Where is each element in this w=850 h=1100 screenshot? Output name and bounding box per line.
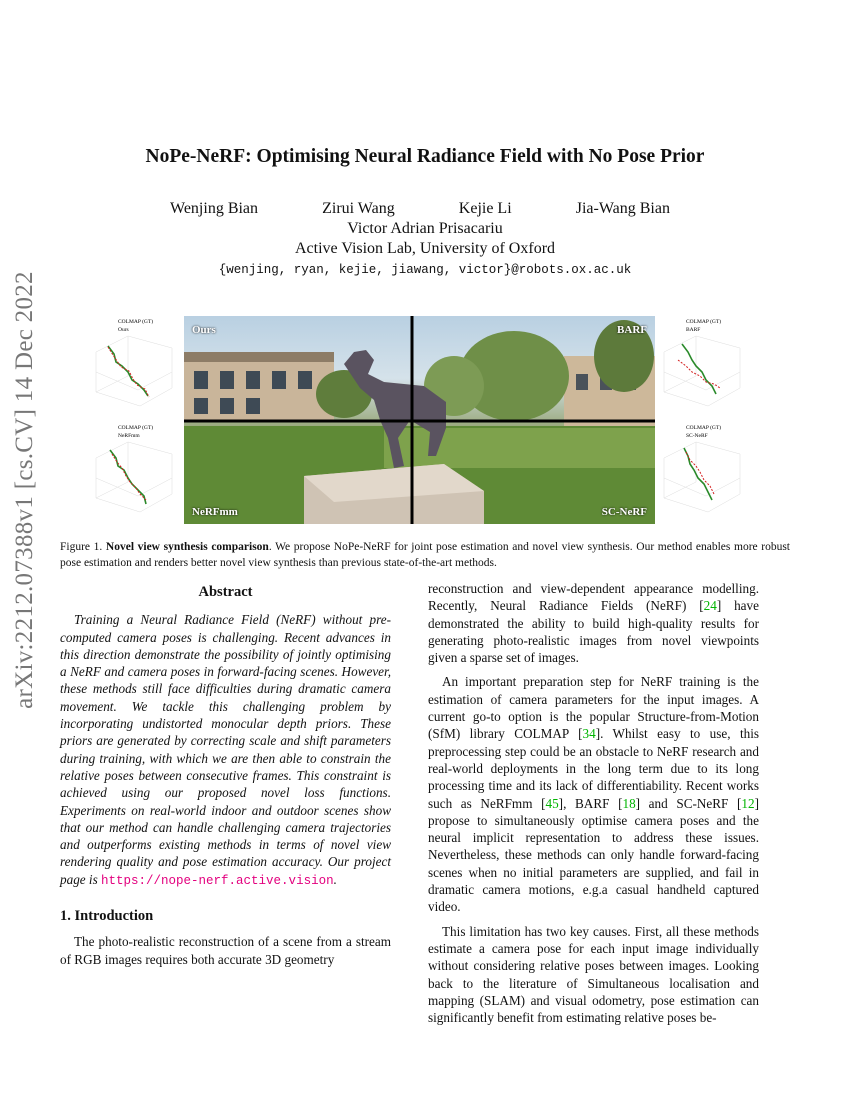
left-column bbox=[60, 580, 391, 975]
plot-legend-method: NeRFmm bbox=[118, 433, 140, 439]
plot-legend-gt: COLMAP (GT) bbox=[686, 425, 722, 431]
panel-label-ours: Ours bbox=[192, 324, 216, 336]
author: Zirui Wang bbox=[322, 200, 395, 217]
project-link[interactable]: https://nope-nerf.active.vision bbox=[101, 873, 334, 888]
paper-title: NoPe-NeRF: Optimising Neural Radiance Field with No Pose Prior bbox=[145, 146, 705, 167]
figure-1 bbox=[88, 312, 753, 527]
intro-paragraph: The photo-realistic reconstruction of a scene from a stream of RGB images requires both accurate 3D geometry bbox=[60, 934, 391, 967]
arxiv-stamp: arXiv:2212.07388v1 [cs.CV] 14 Dec 2022 bbox=[11, 271, 38, 709]
author: Wenjing Bian bbox=[170, 200, 259, 217]
email: {wenjing, ryan, kejie, jiawang, victor}@robots.ox.ac.uk bbox=[218, 263, 632, 277]
author-list bbox=[170, 200, 670, 218]
trajectory-plot-scnerf bbox=[656, 420, 748, 520]
citation-link[interactable]: 34 bbox=[582, 726, 596, 742]
citation-link[interactable]: 45 bbox=[545, 795, 559, 811]
plot-legend-gt: COLMAP (GT) bbox=[118, 425, 154, 431]
citation-link[interactable]: 12 bbox=[741, 795, 755, 811]
plot-legend-method: SC-NeRF bbox=[686, 433, 708, 439]
paragraph: reconstruction and view-dependent appearance modelling. Recently, Neural Radiance Fields (NeRF) [24] have demonstrated the ability to build high-quality results for generating photo-realistic images from novel viewpoints given a sparse set of images. bbox=[428, 581, 759, 666]
citation-link[interactable]: 24 bbox=[703, 598, 717, 614]
trajectory-plot-barf bbox=[656, 314, 748, 414]
novel-view-image bbox=[184, 316, 655, 524]
figure-caption: Figure 1. Novel view synthesis comparison. We propose NoPe-NeRF for joint pose estimation and novel view synthesis. Our method enables more robust pose estimation and renders better novel view synthesis than previous state-of-the-art methods. bbox=[60, 541, 790, 569]
citation-link[interactable]: 18 bbox=[622, 795, 636, 811]
plot-legend-gt: COLMAP (GT) bbox=[118, 319, 154, 325]
author: Jia-Wang Bian bbox=[575, 200, 670, 217]
section-heading-introduction: 1. Introduction bbox=[60, 908, 154, 925]
author-line2: Victor Adrian Prisacariu bbox=[347, 220, 503, 237]
plot-legend-gt: COLMAP (GT) bbox=[686, 319, 722, 325]
right-column bbox=[428, 580, 759, 1033]
abstract-text: Training a Neural Radiance Field (NeRF) without pre-computed camera poses is challenging. Recent advances in this direction demonstrate the possibility of jointly optimising a NeRF and camera poses in forward-facing scenes. However, these methods still face difficulties during dramatic camera movement. We tackle this challenging problem by incorporating undistorted monocular depth priors. These priors are generated by correcting scale and shift parameters during training, with which we are then able to constrain the relative poses between consecutive frames. This constraint is achieved using our proposed novel loss functions. Experiments on real-world indoor and outdoor scenes show that our method can handle challenging camera trajectories and outperforms existing methods in terms of novel view rendering quality and pose estimation accuracy. Our project page is https://nope-nerf.active.vision. bbox=[60, 612, 391, 888]
panel-label-scnerf: SC-NeRF bbox=[601, 506, 647, 518]
abstract-heading: Abstract bbox=[198, 584, 253, 600]
panel-label-nerfmm: NeRFmm bbox=[192, 506, 238, 518]
paragraph: This limitation has two key causes. First, all these methods estimate a camera pose for each input image individually without considering relative poses between images. Looking back to the literature of Simultaneous localisation and mapping (SLAM) and visual odometry, pose estimation can significantly benefit from estimating relative poses be- bbox=[428, 923, 759, 1026]
plot-legend-method: BARF bbox=[686, 327, 701, 333]
trajectory-plot-ours bbox=[88, 314, 180, 414]
affiliation: Active Vision Lab, University of Oxford bbox=[294, 240, 556, 257]
paragraph: An important preparation step for NeRF training is the estimation of camera parameters for the input images. A current go-to option is the popular Structure-from-Motion (SfM) library COLMAP [34]. Whilst easy to use, this preprocessing step could be an obstacle to NeRF research and real-world deployments in the long term due to its long processing time and its lack of differentiability. Recent works such as NeRFmm [45], BARF [18] and SC-NeRF [12] propose to simultaneously optimise camera poses and the neural implicit representation to address these issues. Nevertheless, these methods can only handle forward-facing scenes when no initial parameters are supplied, and fail in dramatic camera motions, e.g.a casual handheld captured video. bbox=[428, 674, 760, 915]
plot-legend-method: Ours bbox=[118, 327, 129, 333]
scene-illustration bbox=[184, 316, 655, 524]
panel-label-barf: BARF bbox=[617, 324, 647, 336]
trajectory-plot-nerfmm bbox=[88, 420, 180, 520]
author: Kejie Li bbox=[458, 200, 512, 217]
